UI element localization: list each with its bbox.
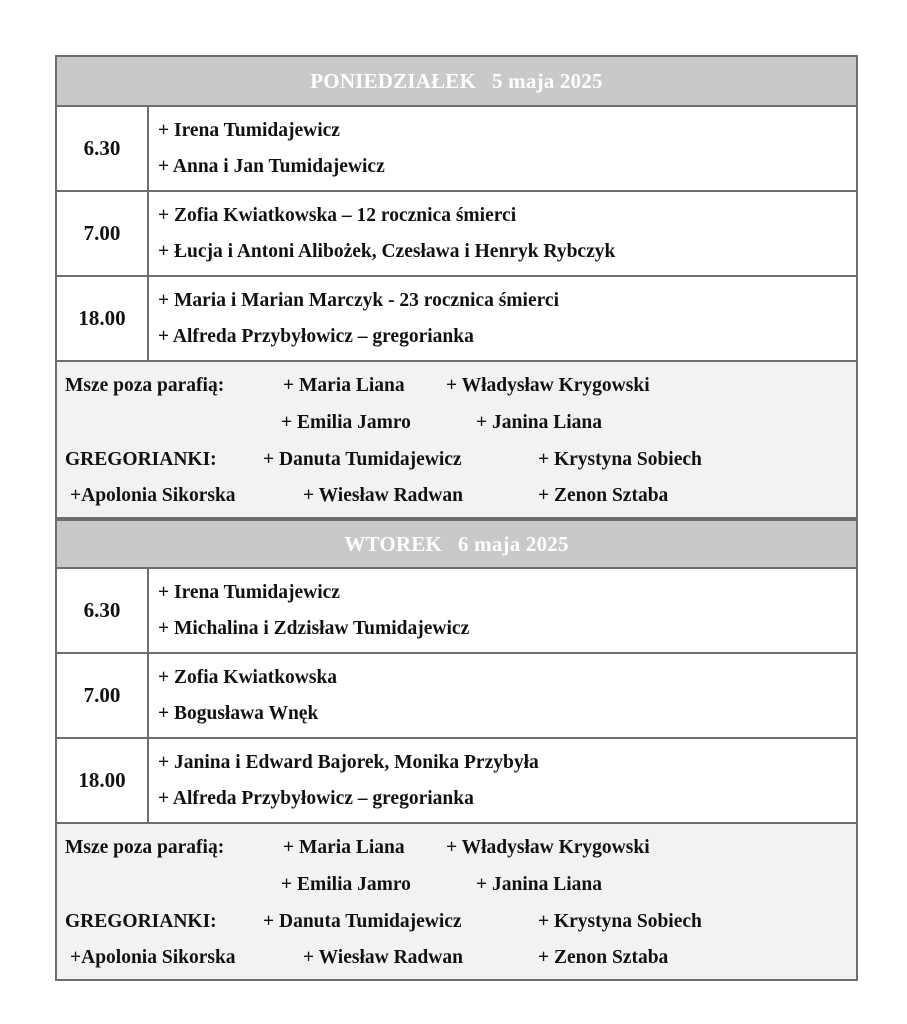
gregorian-label: GREGORIANKI: [65,911,217,932]
outside-name: + Maria Liana [283,837,405,858]
mass-time: 18.00 [57,739,149,822]
gregorian-name: + Krystyna Sobiech [538,449,702,470]
outside-name: + Janina Liana [476,412,602,433]
intention: + Łucja i Antoni Alibożek, Czesława i Henryk Rybczyk [158,240,616,262]
intention: + Alfreda Przybyłowicz – gregorianka [158,325,474,347]
mass-row [57,107,856,192]
mass-time: 7.00 [57,192,149,275]
intention: + Irena Tumidajewicz [158,581,340,603]
mass-time: 18.00 [57,277,149,360]
outside-label: Msze poza parafią: [65,375,225,396]
intention: + Janina i Edward Bajorek, Monika Przybyła [158,751,539,773]
gregorian-name: + Zenon Sztaba [538,485,669,506]
intention-list [149,739,856,822]
day-name: PONIEDZIAŁEK [310,68,477,93]
day-date: 6 maja 2025 [457,531,569,556]
gregorian-name: + Danuta Tumidajewicz [263,449,462,470]
intention: + Michalina i Zdzisław Tumidajewicz [158,617,470,639]
intention-list [149,569,856,652]
intention-list [149,192,856,275]
mass-time: 6.30 [57,569,149,652]
outside-name: + Władysław Krygowski [446,837,650,858]
mass-schedule [55,55,858,981]
intention-list [149,654,856,737]
outside-label: Msze poza parafią: [65,837,225,858]
intention-list [149,107,856,190]
gregorian-name: + Wiesław Radwan [303,947,463,968]
gregorian-label: GREGORIANKI: [65,449,217,470]
gregorian-name: + Danuta Tumidajewicz [263,911,462,932]
gregorian-name: + Krystyna Sobiech [538,911,702,932]
mass-row [57,277,856,362]
gregorian-name: + Zenon Sztaba [538,947,669,968]
intention: + Alfreda Przybyłowicz – gregorianka [158,787,474,809]
outside-name: + Maria Liana [283,375,405,396]
intention: + Anna i Jan Tumidajewicz [158,155,385,177]
gregorian-name: +Apolonia Sikorska [70,485,236,506]
intention: + Maria i Marian Marczyk - 23 rocznica śmierci [158,289,559,311]
outside-name: + Emilia Jamro [281,874,411,895]
day-header [57,57,856,107]
day-name: WTOREK [344,531,442,556]
mass-row [57,739,856,824]
gregorian-name: +Apolonia Sikorska [70,947,236,968]
outside-name: + Władysław Krygowski [446,375,650,396]
mass-time: 6.30 [57,107,149,190]
day-header [57,519,856,569]
extra-intentions [57,824,856,979]
mass-row [57,569,856,654]
outside-name: + Janina Liana [476,874,602,895]
intention: + Bogusława Wnęk [158,702,319,724]
mass-row [57,654,856,739]
mass-row [57,192,856,277]
intention: + Irena Tumidajewicz [158,119,340,141]
intention: + Zofia Kwiatkowska [158,666,338,688]
outside-name: + Emilia Jamro [281,412,411,433]
mass-time: 7.00 [57,654,149,737]
extra-intentions [57,362,856,519]
gregorian-name: + Wiesław Radwan [303,485,463,506]
day-date: 5 maja 2025 [492,68,603,93]
intention: + Zofia Kwiatkowska – 12 rocznica śmierci [158,204,517,226]
intention-list [149,277,856,360]
